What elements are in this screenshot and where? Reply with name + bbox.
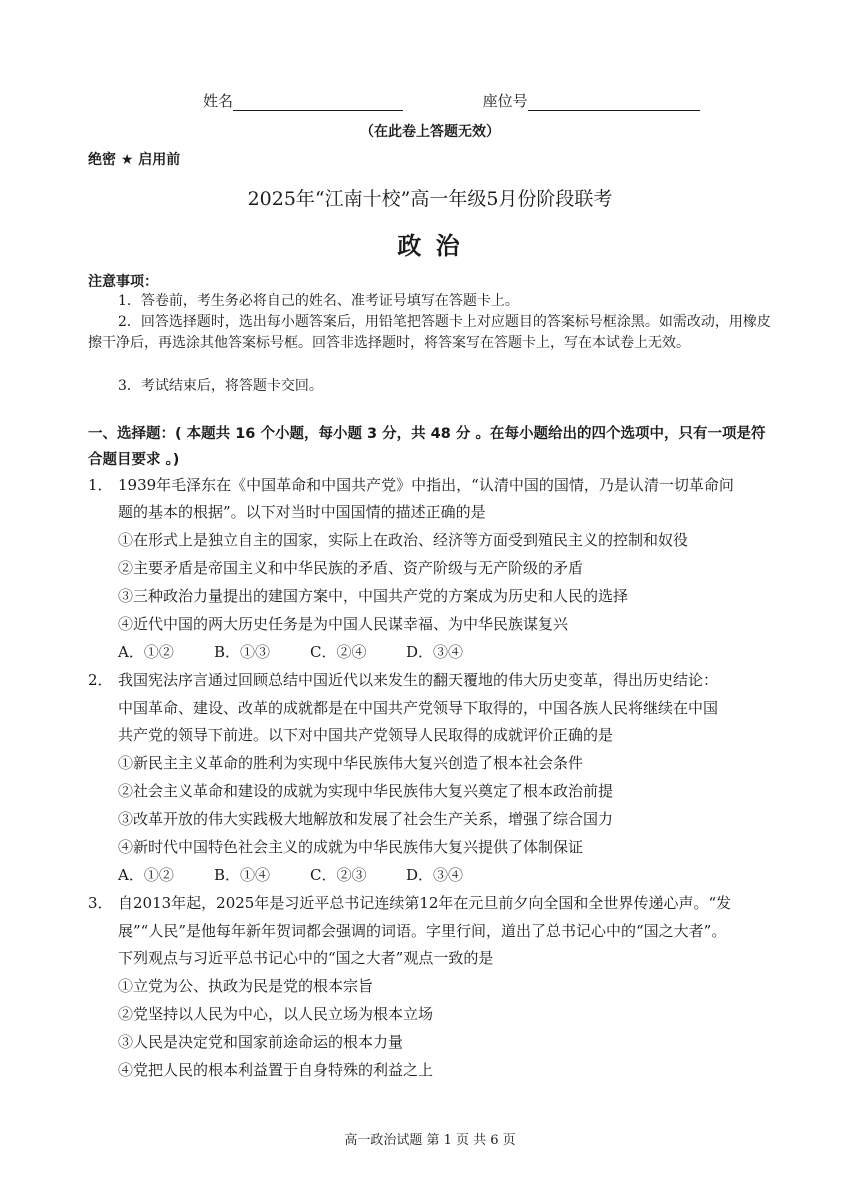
question-number: 2． [88, 671, 113, 689]
page-footer: 高一政治试题 第 1 页 共 6 页 [344, 1133, 516, 1148]
choice-d: D．③④ [406, 643, 464, 661]
secret-note: 绝密 ★ 启用前 [88, 152, 181, 168]
note-item: 3．考试结束后，将答题卡交回。 [118, 378, 323, 394]
note-item: 1．答卷前，考生务必将自己的姓名、准考证号填写在答题卡上。 [118, 293, 519, 309]
section-heading: 一、选择题：( 本题共 16 个小题，每小题 3 分，共 48 分 。在每小题给出的四个选项中，只有一项是符合题目要求 。) [88, 426, 766, 468]
question-text: 展”“人民”是他每年新年贺词都会强调的词语。字里行间，道出了总书记心中的“国之大者”。 [118, 922, 727, 940]
choice-b: B．①③ [214, 643, 271, 661]
name-label: 姓名 [203, 92, 234, 110]
statement-option: ①新民主主义革命的胜利为实现中华民族伟大复兴创造了根本社会条件 [118, 754, 584, 772]
choice-c: C．②④ [310, 643, 367, 661]
statement-option: ①立党为公、执政为民是党的根本宗旨 [118, 977, 374, 995]
name-blank [233, 96, 403, 111]
question-text: 我国宪法序言通过回顾总结中国近代以来发生的翻天覆地的伟大历史变革，得出历史结论： [118, 671, 719, 689]
statement-option: ②社会主义革命和建设的成就为实现中华民族伟大复兴奠定了根本政治前提 [118, 782, 614, 800]
notes-heading: 注意事项： [88, 274, 158, 290]
question-text: 共产党的领导下前进。以下对中国共产党领导人民取得的成就评价正确的是 [118, 726, 614, 744]
answer-choices [118, 864, 463, 885]
note-item: 2．回答选择题时，选出每小题答案后，用铅笔把答题卡上对应题目的答案标号框涂黑。如需改动，用橡皮擦干净后，再选涂其他答案标号框。回答非选择题时，将答案写在答题卡上，写在本试卷上无效。 [88, 314, 771, 351]
statement-option: ②党坚持以人民为中心，以人民立场为根本立场 [118, 1005, 434, 1023]
choice-a: A．①② [118, 643, 174, 661]
seat-label: 座位号 [482, 92, 528, 110]
statement-option: ①在形式上是独立自主的国家，实际上在政治、经济等方面受到殖民主义的控制和奴役 [118, 531, 689, 549]
seat-blank [528, 96, 700, 111]
question-text: 1939年毛泽东在《中国革命和中国共产党》中指出，“认清中国的国情，乃是认清一切革命问 [118, 476, 734, 494]
subject-title: 政 治 [397, 232, 463, 260]
exam-title: 2025年“江南十校”高一年级5月份阶段联考 [247, 188, 613, 210]
question-text: 中国革命、建设、改革的成就都是在中国共产党领导下取得的，中国各族人民将继续在中国 [118, 699, 719, 717]
statement-option: ③改革开放的伟大实践极大地解放和发展了社会生产关系，增强了综合国力 [118, 810, 614, 828]
choice-d: D．③④ [406, 866, 464, 884]
question-number: 3． [88, 894, 113, 912]
choice-b: B．①④ [214, 866, 271, 884]
statement-option: ④近代中国的两大历史任务是为中国人民谋幸福、为中华民族谋复兴 [118, 615, 569, 633]
question-text: 自2013年起，2025年是习近平总书记连续第12年在元旦前夕向全国和全世界传递心声。“发 [118, 894, 732, 912]
statement-option: ④党把人民的根本利益置于自身特殊的利益之上 [118, 1061, 434, 1079]
choice-c: C．②③ [310, 866, 367, 884]
statement-option: ③三种政治力量提出的建国方案中，中国共产党的方案成为历史和人民的选择 [118, 587, 629, 605]
answer-choices [118, 641, 463, 662]
name-seat-row [203, 90, 700, 111]
statement-option: ③人民是决定党和国家前途命运的根本力量 [118, 1033, 404, 1051]
statement-option: ②主要矛盾是帝国主义和中华民族的矛盾、资产阶级与无产阶级的矛盾 [118, 559, 584, 577]
invalid-note: （在此卷上答题无效） [360, 124, 500, 140]
statement-option: ④新时代中国特色社会主义的成就为中华民族伟大复兴提供了体制保证 [118, 838, 584, 856]
choice-a: A．①② [118, 866, 174, 884]
question-text: 下列观点与习近平总书记心中的“国之大者”观点一致的是 [118, 949, 494, 967]
question-number: 1． [88, 476, 113, 494]
question-text: 题的基本的根据”。以下对当时中国国情的描述正确的是 [118, 503, 486, 521]
